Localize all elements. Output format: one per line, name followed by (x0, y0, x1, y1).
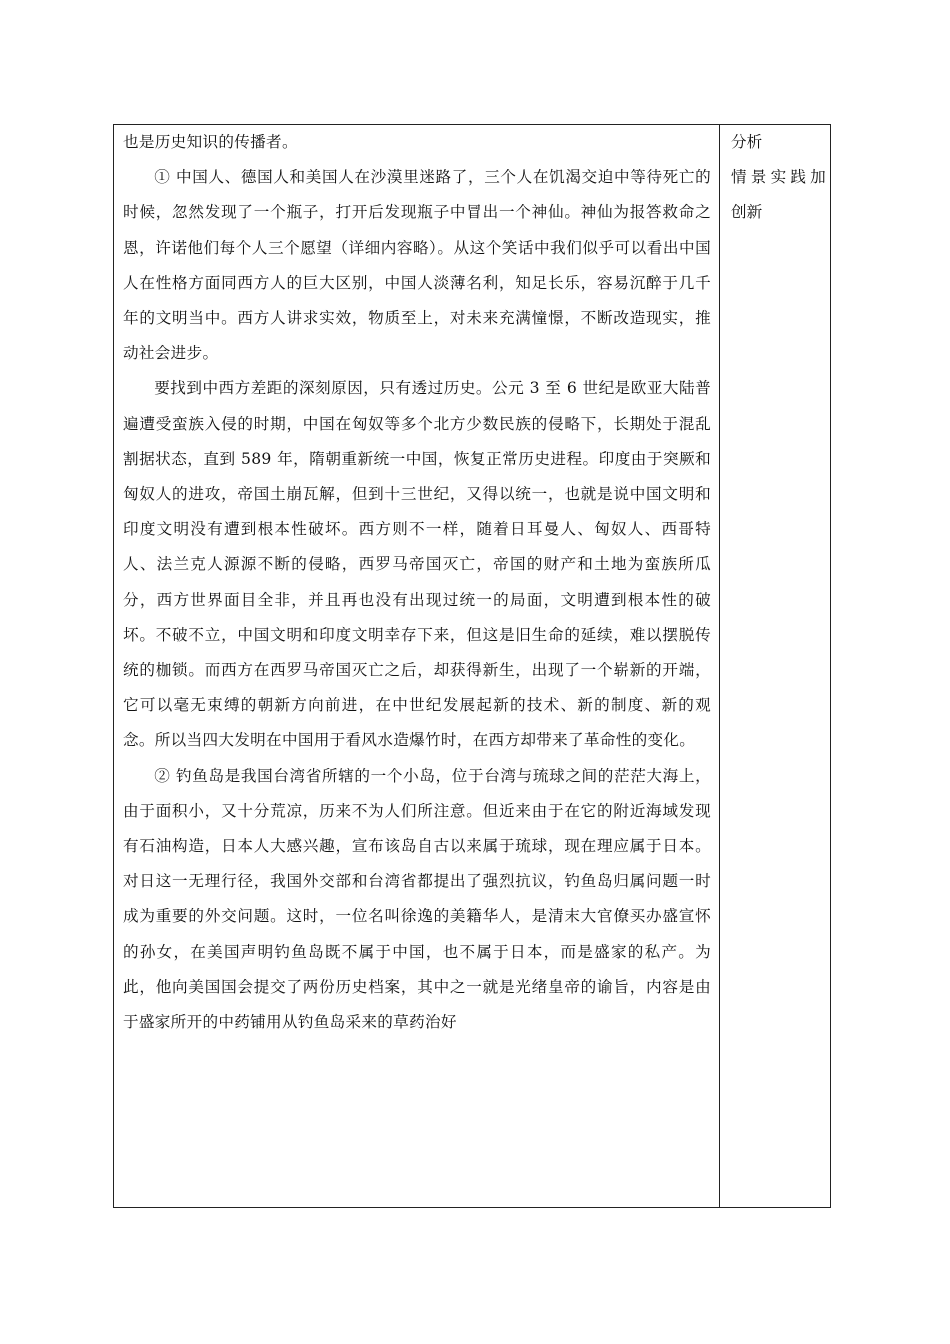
note-innovation: 创新 (731, 203, 763, 222)
note-analysis: 分析 (731, 133, 763, 151)
note-practice: 情景实践加 (731, 168, 830, 187)
lesson-table (113, 124, 831, 1208)
paragraph-intro-tail: 也是历史知识的传播者。 (123, 133, 298, 151)
content-cell (114, 125, 720, 1207)
notes-cell (720, 125, 830, 1207)
paragraph-history-analysis: 要找到中西方差距的深刻原因，只有透过历史。公元 3 至 6 世纪是欧亚大陆普遍遭受蛮族入侵的时期，中国在匈奴等多个北方少数民族的侵略下，长期处于混乱割据状态，直到 589 年，隋朝重新统一中国，恢复正常历史进程。印度由于突厥和匈奴人的进攻，帝国土崩瓦解，但到十三世纪，又得以统一，也就是说中国文明和印度文明没有遭到根本性破坏。西方则不一样，随着日耳曼人、匈奴人、西哥特人、法兰克人源源不断的侵略，西罗马帝国灭亡，帝国的财产和土地为蛮族所瓜分，西方世界面目全非，并且再也没有出现过统一的局面，文明遭到根本性的破坏。不破不立，中国文明和印度文明幸存下来，但这是旧生命的延续，难以摆脱传统的枷锁。而西方在西罗马帝国灭亡之后，却获得新生，出现了一个崭新的开端，它可以毫无束缚的朝新方向前进，在中世纪发展起新的技术、新的制度、新的观念。所以当四大发明在中国用于看风水造爆竹时，在西方却带来了革命性的变化。 (123, 379, 711, 750)
paragraph-diaoyu-island: ② 钓鱼岛是我国台湾省所辖的一个小岛，位于台湾与琉球之间的茫茫大海上，由于面积小，又十分荒凉，历来不为人们所注意。但近来由于在它的附近海域发现有石油构造，日本人大感兴趣，宣布该岛自古以来属于琉球，现在理应属于日本。对日这一无理行径，我国外交部和台湾省都提出了强烈抗议，钓鱼岛归属问题一时成为重要的外交问题。这时，一位名叫徐逸的美籍华人，是清末大官僚买办盛宣怀的孙女，在美国声明钓鱼岛既不属于中国，也不属于日本，而是盛家的私产。为此，他向美国国会提交了两份历史档案，其中之一就是光绪皇帝的谕旨，内容是由于盛家所开的中药铺用从钓鱼岛采来的草药治好 (123, 766, 711, 1032)
paragraph-bottle-story: ① 中国人、德国人和美国人在沙漠里迷路了，三个人在饥渴交迫中等待死亡的时候，忽然发现了一个瓶子，打开后发现瓶子中冒出一个神仙。神仙为报答救命之恩，许诺他们每个人三个愿望（详细内容略）。从这个笑话中我们似乎可以看出中国人在性格方面同西方人的巨大区别，中国人淡薄名利，知足长乐，容易沉醉于几千年的文明当中。西方人讲求实效，物质至上，对未来充满憧憬，不断改造现实，推动社会进步。 (123, 168, 711, 363)
